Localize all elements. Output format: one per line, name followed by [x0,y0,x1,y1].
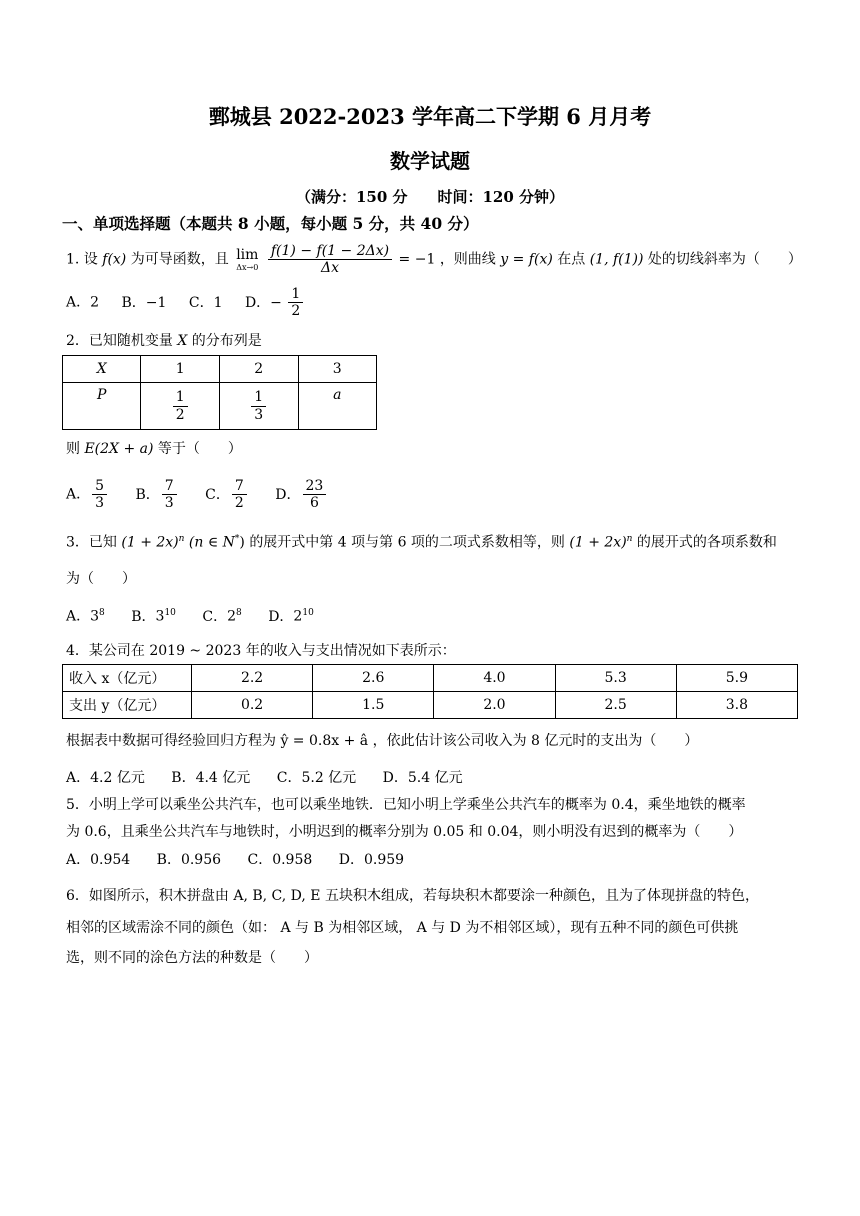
q2-option-a-den: 3 [95,495,105,512]
q1-option-d-fraction [288,286,303,319]
q2-option-a-num: 5 [92,478,107,495]
q1-options [66,286,305,319]
q4-expense-cell: 1.5 [313,692,434,719]
q2-option-d-num: 23 [303,478,327,495]
q2-option-b-den: 3 [164,495,174,512]
q1-text-3: 在点 [557,251,586,268]
q1-curve: y = f(x) [500,251,553,268]
q4-income-cell: 4.0 [434,665,555,692]
q2-p1-den: 2 [175,406,185,423]
q2-stem: 2．已知随机变量 [66,333,173,349]
q1-suffix: 处的切线斜率为（ ） [647,251,802,268]
q3-exp-n: n [178,534,185,544]
q3-expr-2: (1 + 2x) [569,534,627,551]
q4-income-cell: 5.3 [555,665,676,692]
q1-text-2: ，则曲线 [439,251,496,268]
q2-p2 [251,389,266,422]
q4-option-c: C．5.2 亿元 [276,770,357,786]
q2-option-c-frac [232,478,247,511]
q1-fraction [268,243,392,276]
question-1 [66,243,802,276]
q2-header-2: 2 [219,356,298,383]
q2-table-prob-row [63,383,377,430]
question-4: 4．某公司在 2019 ~ 2023 年的收入与支出情况如下表所示： [66,643,456,659]
q4-income-cell: 2.6 [313,665,434,692]
q2-option-b: B． [135,486,160,503]
q3-options [66,608,314,625]
q2-ask-prefix: 则 [66,441,80,457]
q2-ask-expr: E(2X + a) [84,441,154,457]
q3-option-d-base: 2 [293,608,303,625]
q3-text-3: 的展开式的各项系数和 [636,534,777,551]
q3-line-2: 为（ ） [66,571,136,587]
q2-option-d-frac [303,478,327,511]
q2-header-x: X [96,361,107,377]
q3-option-b: B． [131,608,156,625]
q2-option-d-den: 6 [309,495,319,512]
q5-option-a: A．0.954 [66,852,131,868]
q2-stem-2: 的分布列是 [191,333,262,349]
q4-data-table [62,664,798,719]
q3-option-b-exp: 10 [164,608,176,618]
q1-option-c: C．1 [188,294,223,311]
q1-option-d: D．− [244,294,282,311]
q1-equals: = −1 [398,251,436,268]
q3-option-c: C． [202,608,228,625]
q2-option-c-num: 7 [232,478,247,495]
q1-numerator: f(1) − f(1 − 2Δx) [268,243,392,260]
q2-option-b-num: 7 [162,478,177,495]
question-6-line-1: 6．如图所示，积木拼盘由 A, B, C, D, E 五块积木组成，若每块积木都要涂一种颜色，且为了体现拼盘的特色， [66,888,759,904]
q4-expense-cell: 3.8 [676,692,797,719]
q4-income-cell: 2.2 [192,665,313,692]
q5-option-d: D．0.959 [338,852,405,868]
q3-condition-end: ) [239,534,245,551]
q4-expense-cell: 2.0 [434,692,555,719]
q3-condition-sup: * [234,534,240,544]
q3-exp-n-2: n [626,534,633,544]
q2-table-header-row [63,356,377,383]
q2-option-c: C． [205,486,230,503]
q2-option-d: D． [275,486,301,503]
question-3 [66,534,777,551]
q2-p-label: P [97,387,107,403]
q1-text: 为可导函数，且 [130,251,229,268]
q2-p2-num: 1 [251,389,266,406]
q3-option-c-base: 2 [227,608,236,625]
q4-expense-cell: 2.5 [555,692,676,719]
question-6-line-2: 相邻的区域需涂不同的颜色（如： A 与 B 为相邻区域， A 与 D 为不相邻区域），现有五种不同的颜色可供挑 [66,920,739,936]
q3-option-c-exp: 8 [236,608,242,618]
q3-option-a: A． [66,608,91,625]
q2-option-b-frac [162,478,177,511]
question-5-line-2: 为 0.6，且乘坐公共汽车与地铁时，小明迟到的概率分别为 0.05 和 0.04，则小明没有迟到的概率为（ ） [66,824,743,840]
question-2 [66,333,262,350]
q1-option-d-num: 1 [288,286,303,303]
q1-limit [236,248,258,272]
q1-option-a: A．2 [66,294,100,311]
exam-title: 鄄城县 2022-2023 学年高二下学期 6 月月考 [208,104,652,129]
q5-option-b: B．0.956 [156,852,222,868]
q4-option-b: B．4.4 亿元 [171,770,251,786]
q3-option-d-exp: 10 [302,608,314,618]
q3-option-d: D． [268,608,294,625]
q2-header-3: 3 [298,356,376,383]
q1-option-d-den: 2 [291,303,301,320]
exam-subtitle: 数学试题 [390,149,470,173]
q2-p1-num: 1 [173,389,188,406]
q3-option-a-exp: 8 [99,608,105,618]
q3-option-a-base: 3 [90,608,100,625]
section-heading: 一、单项选择题（本题共 8 小题，每小题 5 分，共 40 分） [62,214,479,233]
q4-question-line: 根据表中数据可得经验回归方程为 ŷ = 0.8x + â ，依此估计该公司收入为 8 亿元时的支出为（ ） [66,733,699,749]
q2-question [66,441,242,458]
q4-expense-row [63,692,798,719]
question-5-line-1: 5．小明上学可以乘坐公共汽车，也可以乘坐地铁．已知小明上学乘坐公共汽车的概率为 0.4，乘坐地铁的概率 [66,797,746,813]
q4-option-a: A．4.2 亿元 [66,770,145,786]
q4-option-d: D．5.4 亿元 [382,770,463,786]
q4-income-label: 收入 x（亿元） [63,665,192,692]
q3-condition: (n ∈ N [188,534,235,551]
q2-distribution-table [62,355,377,430]
q2-option-c-den: 2 [234,495,244,512]
q4-income-row [63,665,798,692]
q4-expense-label: 支出 y（亿元） [63,692,192,719]
q2-header-1: 1 [141,356,220,383]
q5-option-c: C．0.958 [247,852,313,868]
q1-point: (1, f(1)) [589,251,644,268]
q4-expense-cell: 0.2 [192,692,313,719]
q2-option-a: A． [66,486,91,503]
q4-income-cell: 5.9 [676,665,797,692]
q2-option-a-frac [92,478,107,511]
q1-option-b: B．−1 [121,294,167,311]
q3-option-b-base: 3 [155,608,165,625]
q2-ask-suffix: 等于（ ） [157,441,242,457]
exam-info: （满分：150 分 时间：120 分钟） [295,188,565,206]
q5-options [66,852,404,869]
q1-fx: f(x) [102,251,127,268]
q2-options [66,478,328,511]
q3-expr-1: (1 + 2x) [121,534,179,551]
question-6-line-3: 选，则不同的涂色方法的种数是（ ） [66,950,318,966]
q3-text-1: 3．已知 [66,534,117,551]
q3-text-2: 的展开式中第 4 项与第 6 项的二项式系数相等，则 [249,534,565,551]
q1-lim-sub: Δx→0 [236,262,259,272]
q2-p2-den: 3 [254,406,264,423]
q2-var: X [177,333,188,349]
q2-p3: a [333,387,342,403]
q1-lim-word: lim [236,246,259,263]
q2-p1 [173,389,188,422]
q4-options [66,770,463,787]
q1-denominator: Δx [320,260,339,277]
q1-prefix: 1. 设 [66,251,98,268]
